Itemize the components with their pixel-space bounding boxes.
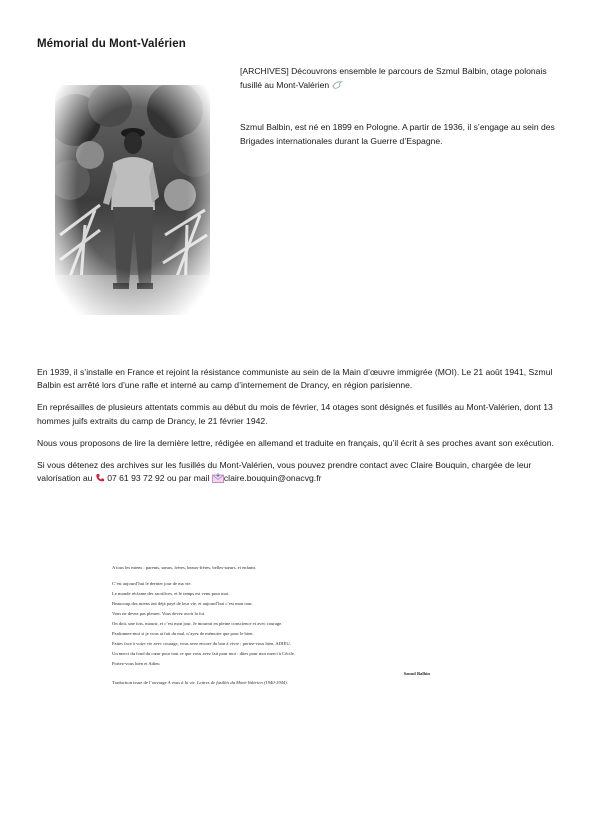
letter-line: Le monde réclame des sacrifices, et le temps est venu pour moi. (112, 591, 230, 596)
bio-paragraph: Szmul Balbin, est né en 1899 en Pologne. A partir de 1936, il s’engage au sein des Brigades internationales durant la Guerre d’Espagne. (240, 122, 555, 146)
email-link[interactable]: claire.bouquin@onacvg.fr (223, 473, 322, 484)
contact-paragraph (37, 459, 562, 487)
page-title: Mémorial du Mont-Valérien (37, 38, 186, 50)
letter-reference (112, 680, 430, 686)
paragraph-reprisals: En représailles de plusieurs attentats commis au début du mois de février, 14 otages sont désignés et fusillés au Mont-Valérien, dont 13 hommes juifs extraits du camp de Drancy, le 21 février 1942. (37, 402, 553, 426)
letter-line: On doit, une fois, mourir, et c’est mon jour. Je mourrai en pleine conscience et avec courage. (112, 621, 283, 626)
letter-line: Faites face à votre vie avec courage, vous avez encore du bon à vivre ; portez-vous bien, ADIEU. (112, 641, 291, 646)
dove-icon (332, 80, 343, 94)
letter-line: C’est aujourd’hui le dernier jour de ma vie. (112, 581, 192, 586)
archives-paragraph (240, 64, 560, 94)
letter-line: Beaucoup des miens ont déjà payé de leur vie, et aujourd’hui c’est mon tour. (112, 601, 253, 606)
phone-icon (95, 473, 105, 487)
reference-prefix: Traduction issue de l’ouvrage (112, 680, 167, 685)
reference-suffix: . (286, 680, 288, 685)
archives-text: [ARCHIVES] Découvrons ensemble le parcours de Szmul Balbin, otage polonais fusillé au Mont-Valérien (240, 66, 547, 90)
letter-scan (112, 565, 430, 686)
body-text (37, 366, 562, 496)
letter-line: A tous les miens : parents, sœurs, frères, beaux-frères, belles-sœurs, et enfants (112, 565, 256, 570)
portrait-photo (55, 85, 210, 315)
letter-line: Vous ne devez pas pleurer. Vous devez avoir la foi. (112, 611, 206, 616)
paragraph-1939: En 1939, il s’installe en France et rejoint la résistance communiste au sein de la Main d’œuvre immigrée (MOI). Le 21 août 1941, Szmul Balbin est arrêté lors d’une rafle et interné au camp d’internement de Drancy, en région parisienne. (37, 367, 553, 391)
letter-line: Un merci du fond du cœur pour tout ce que vous avez fait pour moi : dites pour moi merci à Cécile. (112, 651, 295, 656)
paragraph-letter-intro: Nous vous proposons de lire la dernière lettre, rédigée en allemand et traduite en français, qu’il écrit à ses proches avant son exécution. (37, 437, 554, 448)
letter-signature: Szmul Balbin (403, 671, 430, 676)
mail-icon (212, 473, 224, 487)
phone-number[interactable]: 07 61 93 72 92 (107, 473, 165, 484)
letter-line: Pardonnez-moi si je vous ai fait du mal, n’ayez de mémoire que pour le bien. (112, 631, 254, 636)
contact-text: Si vous détenez des archives sur les fusillés du Mont-Valérien, vous pouvez prendre contact avec Claire Bouquin, chargée de leur valorisation au (37, 460, 532, 484)
reference-title: A vous à la vie. Lettres de fusillés du Mont-Valérien (1940-1944) (167, 680, 287, 685)
letter-line: Portez-vous bien et Adieu (112, 661, 160, 666)
contact-mid-text: ou par mail (166, 473, 210, 484)
intro-section (240, 64, 560, 174)
